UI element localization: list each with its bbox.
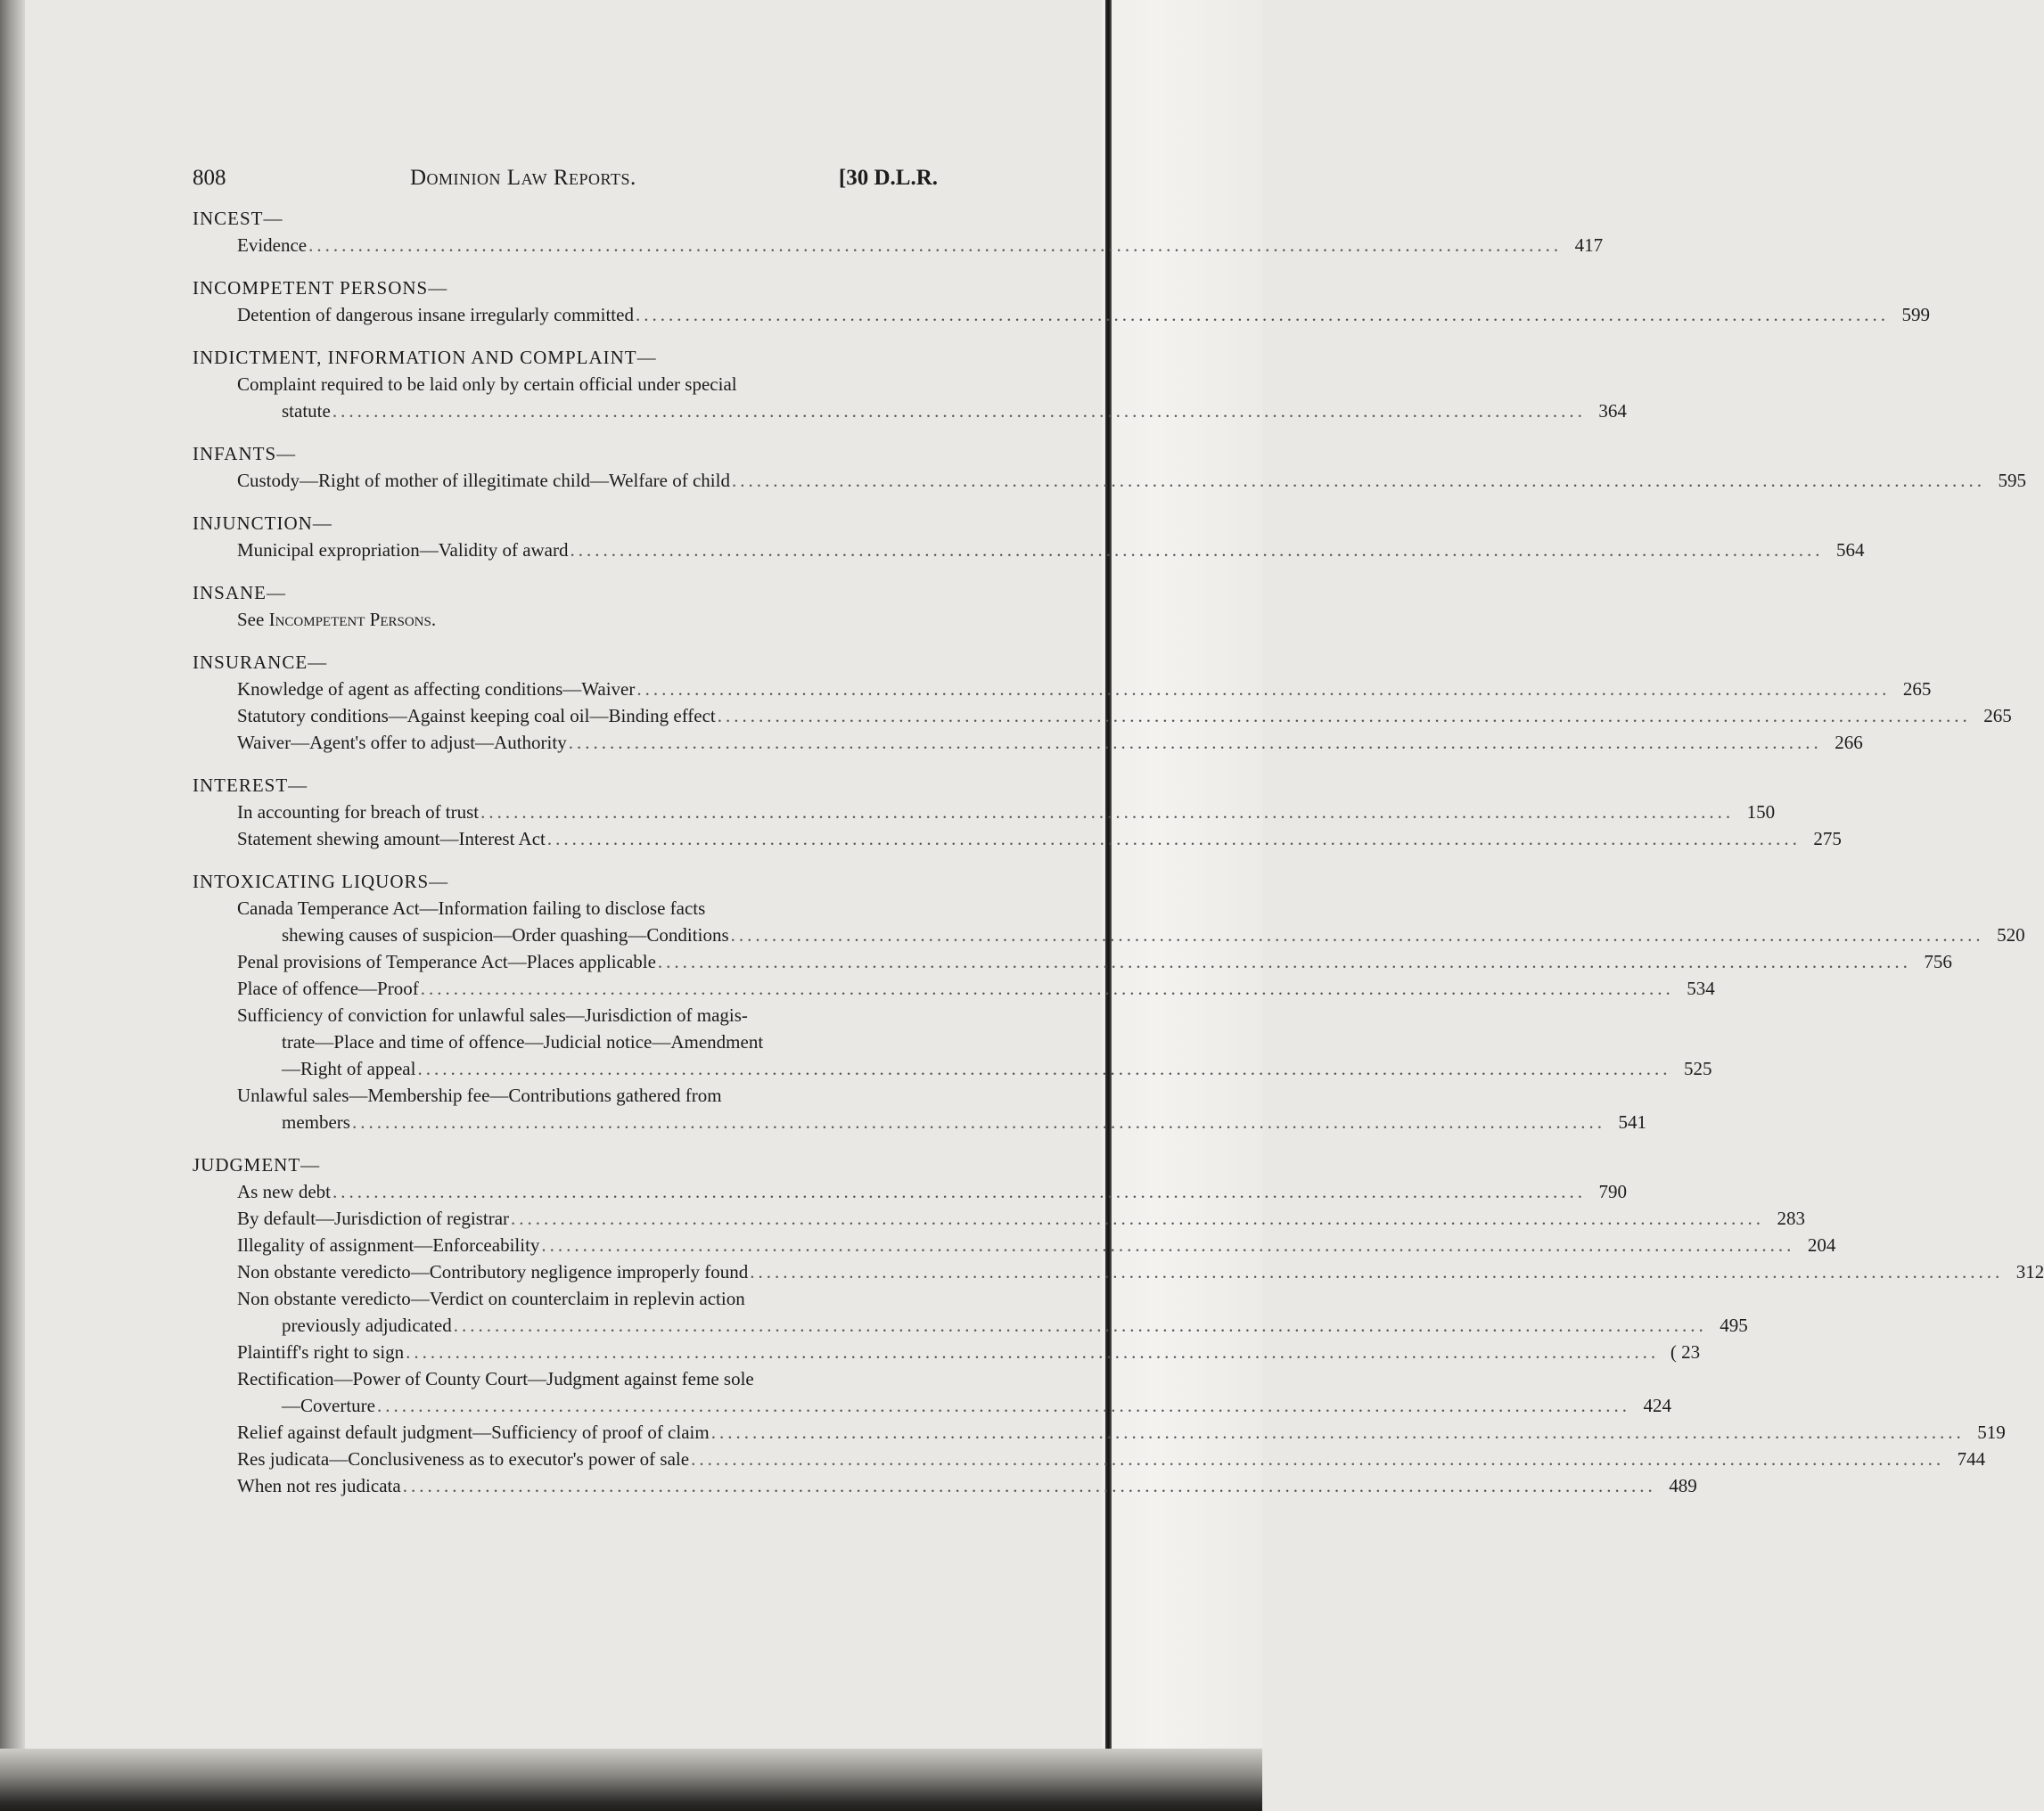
dot-leader bbox=[417, 1055, 1670, 1082]
item-line bbox=[237, 371, 938, 397]
item-text: —Coverture bbox=[282, 1395, 375, 1416]
index-item bbox=[237, 975, 1715, 1002]
item-line bbox=[237, 1285, 938, 1312]
item-line bbox=[237, 1472, 1697, 1499]
dot-leader bbox=[454, 1312, 1707, 1339]
index-item bbox=[237, 1472, 1697, 1499]
index-entry bbox=[193, 205, 1604, 258]
item-text: Complaint required to be laid only by certain official under special bbox=[237, 373, 737, 395]
dot-leader bbox=[711, 1419, 1965, 1446]
item-text: By default—Jurisdiction of registrar bbox=[237, 1208, 510, 1229]
index-item bbox=[237, 1285, 1748, 1339]
page-reference: 204 bbox=[1807, 1234, 1836, 1256]
dot-leader bbox=[480, 799, 1734, 825]
dot-leader bbox=[731, 922, 1984, 948]
entry-heading: INFANTS— bbox=[193, 443, 297, 464]
entry-heading: INJUNCTION— bbox=[193, 512, 332, 534]
dot-leader bbox=[541, 1232, 1794, 1258]
item-text: Waiver—Agent's offer to adjust—Authority bbox=[237, 732, 567, 753]
index-item bbox=[237, 371, 1627, 424]
entry-heading: INCEST— bbox=[193, 208, 283, 229]
page-reference: 520 bbox=[1997, 924, 2025, 946]
item-line bbox=[237, 702, 2012, 729]
item-text: When not res judicata bbox=[237, 1475, 401, 1496]
page-reference: 283 bbox=[1777, 1208, 1806, 1229]
entry-heading: INCOMPETENT PERSONS— bbox=[193, 277, 448, 299]
item-line bbox=[237, 1365, 938, 1392]
page-reference: 534 bbox=[1687, 978, 1715, 999]
page-reference: 275 bbox=[1813, 828, 1842, 849]
dot-leader bbox=[406, 1339, 1659, 1365]
item-line bbox=[237, 895, 938, 922]
volume-reference: [30 D.L.R. bbox=[838, 166, 938, 190]
page-bottom-edge bbox=[0, 1749, 1262, 1811]
item-line bbox=[237, 1082, 938, 1109]
dot-leader bbox=[636, 301, 1889, 328]
dot-leader bbox=[571, 537, 1824, 563]
item-line bbox=[237, 729, 1863, 756]
index-item bbox=[237, 1339, 1701, 1365]
index-item bbox=[237, 467, 2026, 494]
item-text: previously adjudicated bbox=[282, 1315, 452, 1336]
page-reference: 519 bbox=[1977, 1422, 2006, 1443]
page-reference: 424 bbox=[1643, 1395, 1671, 1416]
page-reference: 364 bbox=[1598, 400, 1627, 422]
page-reference: ( 23 bbox=[1670, 1341, 1701, 1363]
item-line bbox=[237, 922, 2025, 948]
page-reference: 525 bbox=[1683, 1058, 1712, 1079]
item-text: Custody—Right of mother of illegitimate child—Welfare of child bbox=[237, 470, 730, 491]
item-text: Municipal expropriation—Validity of award bbox=[237, 539, 569, 561]
item-line bbox=[237, 1339, 1701, 1365]
item-line bbox=[237, 825, 1842, 852]
index-item bbox=[237, 1446, 1986, 1472]
dot-leader bbox=[718, 702, 1971, 729]
item-line bbox=[237, 397, 1627, 424]
entry-heading: INSURANCE— bbox=[193, 651, 328, 673]
page-reference: 265 bbox=[1902, 678, 1932, 700]
index-entry bbox=[193, 510, 1865, 563]
page-reference: 541 bbox=[1618, 1111, 1646, 1133]
dot-leader bbox=[377, 1392, 1630, 1419]
item-text: Canada Temperance Act—Information failing to disclose facts bbox=[237, 897, 706, 919]
item-text: Sufficiency of conviction for unlawful sales—Jurisdiction of magis- bbox=[237, 1004, 748, 1026]
see-reference bbox=[237, 606, 938, 633]
item-text: Non obstante veredicto—Contributory negligence improperly found bbox=[237, 1261, 749, 1282]
item-text: Knowledge of agent as affecting conditions—Waiver bbox=[237, 678, 636, 700]
index-item bbox=[237, 1258, 2044, 1285]
index-item bbox=[237, 1002, 1712, 1082]
see-target: Incompetent Persons. bbox=[268, 609, 437, 630]
item-line bbox=[237, 676, 1932, 702]
page-number: 808 bbox=[193, 166, 226, 190]
page-right-margin bbox=[1102, 0, 1262, 1811]
dot-leader bbox=[332, 397, 1586, 424]
item-line bbox=[237, 1232, 1836, 1258]
running-head bbox=[193, 166, 938, 205]
dot-leader bbox=[658, 948, 1911, 975]
index-entry bbox=[193, 440, 2026, 494]
item-line bbox=[237, 1002, 938, 1028]
page-reference: 599 bbox=[1901, 304, 1930, 325]
item-line bbox=[237, 1178, 1627, 1205]
index-entry bbox=[193, 772, 1842, 852]
item-line bbox=[237, 948, 1952, 975]
item-line bbox=[237, 1419, 2006, 1446]
dot-leader bbox=[332, 1178, 1586, 1205]
item-text: As new debt bbox=[237, 1181, 331, 1202]
page-reference: 495 bbox=[1720, 1315, 1748, 1336]
page-reference: 266 bbox=[1835, 732, 1863, 753]
index-item bbox=[237, 1365, 1671, 1419]
index-page bbox=[193, 166, 2044, 1499]
item-text: Plaintiff's right to sign bbox=[237, 1341, 405, 1363]
index-item bbox=[237, 948, 1952, 975]
page-left-edge bbox=[0, 0, 25, 1811]
dot-leader bbox=[569, 729, 1822, 756]
page-reference: 756 bbox=[1924, 951, 1952, 972]
index-item bbox=[237, 301, 1930, 328]
item-text: trate—Place and time of offence—Judicial notice—Amendment bbox=[282, 1031, 764, 1053]
item-text: Detention of dangerous insane irregularly committed bbox=[237, 304, 634, 325]
dot-leader bbox=[403, 1472, 1656, 1499]
item-text: Penal provisions of Temperance Act—Places applicable bbox=[237, 951, 656, 972]
item-text: Statutory conditions—Against keeping coal oil—Binding effect bbox=[237, 705, 716, 726]
item-line bbox=[237, 1028, 938, 1055]
page-reference: 744 bbox=[1957, 1448, 1986, 1470]
dot-leader bbox=[691, 1446, 1944, 1472]
index-item bbox=[237, 1232, 1836, 1258]
dot-leader bbox=[750, 1258, 2003, 1285]
dot-leader bbox=[511, 1205, 1764, 1232]
binding-shadow bbox=[1105, 0, 1112, 1811]
item-line bbox=[237, 301, 1930, 328]
item-text: Evidence bbox=[237, 234, 308, 256]
page-reference: 564 bbox=[1836, 539, 1865, 561]
page-reference: 265 bbox=[1983, 705, 2012, 726]
item-text: Relief against default judgment—Sufficiency of proof of claim bbox=[237, 1422, 710, 1443]
index-item bbox=[237, 1205, 1806, 1232]
index-entry bbox=[193, 275, 1930, 328]
item-line bbox=[237, 1258, 2044, 1285]
item-line bbox=[237, 537, 1865, 563]
dot-leader bbox=[636, 676, 1890, 702]
see-prefix: See bbox=[237, 609, 265, 630]
item-line bbox=[237, 1205, 1806, 1232]
dot-leader bbox=[732, 467, 1985, 494]
page-reference: 150 bbox=[1746, 801, 1776, 823]
index-entry bbox=[193, 1151, 2044, 1499]
entry-heading: INDICTMENT, INFORMATION AND COMPLAINT— bbox=[193, 347, 657, 368]
index-entry bbox=[193, 649, 2012, 756]
page-reference: 489 bbox=[1669, 1475, 1697, 1496]
journal-title: Dominion Law Reports. bbox=[410, 166, 636, 190]
item-line bbox=[237, 1392, 1671, 1419]
index-entry bbox=[193, 579, 938, 633]
page-reference: 595 bbox=[1998, 470, 2026, 491]
item-line bbox=[237, 799, 1776, 825]
index-item bbox=[237, 676, 1932, 702]
item-line bbox=[237, 467, 2026, 494]
item-text: Res judicata—Conclusiveness as to executor's power of sale bbox=[237, 1448, 690, 1470]
index-item bbox=[237, 729, 1863, 756]
dot-leader bbox=[547, 825, 1801, 852]
index-item bbox=[237, 799, 1776, 825]
index-item bbox=[237, 1082, 1646, 1135]
entry-heading: JUDGMENT— bbox=[193, 1154, 321, 1176]
dot-leader bbox=[308, 232, 1562, 258]
item-text: shewing causes of suspicion—Order quashing—Conditions bbox=[282, 924, 729, 946]
index-item bbox=[237, 895, 2025, 948]
index-item bbox=[237, 1178, 1627, 1205]
item-text: Place of offence—Proof bbox=[237, 978, 419, 999]
page-reference: 312 bbox=[2015, 1261, 2044, 1282]
item-text: In accounting for breach of trust bbox=[237, 801, 480, 823]
index-item bbox=[237, 537, 1865, 563]
item-text: statute bbox=[282, 400, 331, 422]
item-text: members bbox=[282, 1111, 350, 1133]
item-text: Rectification—Power of County Court—Judgment against feme sole bbox=[237, 1368, 754, 1389]
item-line bbox=[237, 232, 1604, 258]
index-entries bbox=[193, 205, 2044, 1499]
item-line bbox=[237, 1446, 1986, 1472]
item-text: Statement shewing amount—Interest Act bbox=[237, 828, 546, 849]
item-text: Illegality of assignment—Enforceability bbox=[237, 1234, 540, 1256]
index-item bbox=[237, 825, 1842, 852]
item-line bbox=[237, 1055, 1712, 1082]
page-reference: 790 bbox=[1598, 1181, 1627, 1202]
entry-heading: INTOXICATING LIQUORS— bbox=[193, 871, 449, 892]
index-item bbox=[237, 1419, 2006, 1446]
item-line bbox=[237, 1312, 1748, 1339]
dot-leader bbox=[421, 975, 1674, 1002]
page-reference: 417 bbox=[1574, 234, 1604, 256]
entry-heading: INTEREST— bbox=[193, 774, 308, 796]
index-entry bbox=[193, 344, 1627, 424]
item-text: —Right of appeal bbox=[282, 1058, 416, 1079]
item-text: Non obstante veredicto—Verdict on counterclaim in replevin action bbox=[237, 1288, 745, 1309]
index-item bbox=[237, 232, 1604, 258]
dot-leader bbox=[352, 1109, 1605, 1135]
index-item bbox=[237, 702, 2012, 729]
item-line bbox=[237, 1109, 1646, 1135]
item-line bbox=[237, 975, 1715, 1002]
item-text: Unlawful sales—Membership fee—Contributions gathered from bbox=[237, 1085, 722, 1106]
entry-heading: INSANE— bbox=[193, 582, 286, 603]
index-entry bbox=[193, 868, 2025, 1135]
